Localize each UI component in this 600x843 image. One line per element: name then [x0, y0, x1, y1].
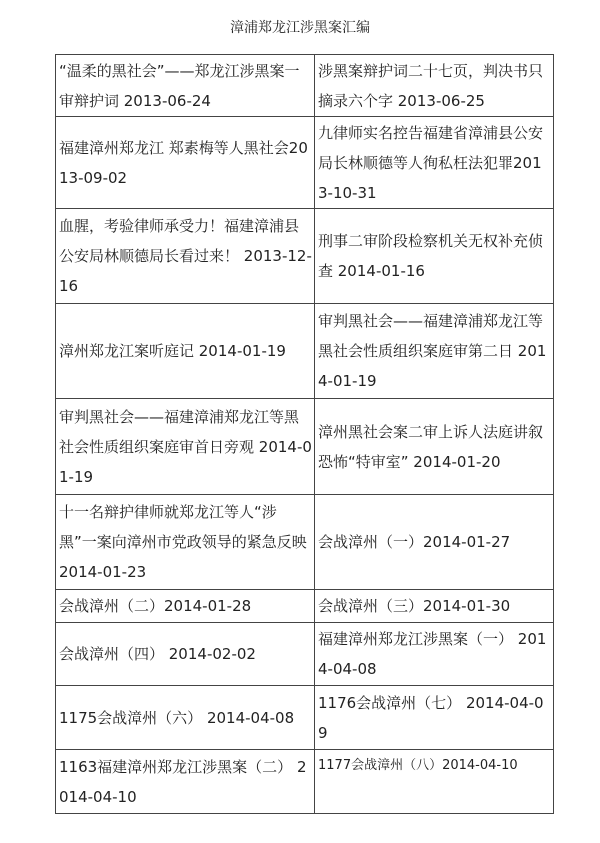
article-cell[interactable]: [315, 304, 554, 399]
article-cell[interactable]: [315, 750, 554, 814]
article-link[interactable]: 会战漳州（二）2014-01-28: [59, 597, 252, 615]
article-cell[interactable]: [56, 55, 315, 117]
article-link[interactable]: 1177会战漳州（八）2014-04-10: [318, 758, 518, 773]
article-cell[interactable]: [56, 117, 315, 209]
article-link[interactable]: 漳州郑龙江案听庭记 2014-01-19: [59, 342, 286, 360]
article-link[interactable]: 审判黑社会——福建漳浦郑龙江等黑社会性质组织案庭审首日旁观 2014-01-19: [59, 407, 312, 486]
article-cell[interactable]: [315, 399, 554, 495]
article-index-table: [55, 54, 554, 814]
article-link[interactable]: 刑事二审阶段检察机关无权补充侦查 2014-01-16: [318, 232, 544, 280]
article-cell[interactable]: [56, 209, 315, 304]
article-link[interactable]: 漳州黑社会案二审上诉人法庭讲叙恐怖“特审室” 2014-01-20: [318, 422, 544, 471]
article-cell[interactable]: [315, 117, 554, 209]
page-title: 漳浦郑龙江涉黑案汇编: [230, 20, 370, 36]
article-link[interactable]: 涉黑案辩护词二十七页，判决书只摘录六个字 2013-06-25: [318, 61, 544, 110]
article-link[interactable]: 审判黑社会——福建漳浦郑龙江等黑社会性质组织案庭审第二日 2014-01-19: [318, 312, 547, 390]
article-link[interactable]: 会战漳州（三）2014-01-30: [318, 597, 511, 615]
article-link[interactable]: 十一名辩护律师就郑龙江等人“涉黑”一案向漳州市党政领导的紧急反映2014-01-23: [59, 503, 307, 581]
article-link[interactable]: 1176会战漳州（七） 2014-04-09: [318, 693, 544, 742]
article-cell[interactable]: [315, 590, 554, 623]
table-row: [56, 209, 554, 304]
article-link[interactable]: 1175会战漳州（六） 2014-04-08: [59, 708, 295, 727]
table-row: [56, 304, 554, 399]
article-cell[interactable]: [315, 209, 554, 304]
article-link[interactable]: 1163福建漳州郑龙江涉黑案（二） 2014-04-10: [59, 757, 307, 806]
article-link[interactable]: 福建漳州郑龙江涉黑案（一） 2014-04-08: [318, 630, 547, 678]
table-row: [56, 495, 554, 590]
article-cell[interactable]: [315, 623, 554, 686]
article-cell[interactable]: [315, 686, 554, 750]
table-row: [56, 117, 554, 209]
table-row: [56, 623, 554, 686]
article-cell[interactable]: [56, 686, 315, 750]
table-row: [56, 399, 554, 495]
article-link[interactable]: 会战漳州（一）2014-01-27: [318, 533, 511, 551]
table-row: [56, 686, 554, 750]
article-cell[interactable]: [56, 623, 315, 686]
article-link[interactable]: 九律师实名控告福建省漳浦县公安局长林顺德等人徇私枉法犯罪2013-10-31: [318, 123, 544, 202]
table-row: [56, 55, 554, 117]
article-cell[interactable]: [315, 495, 554, 590]
article-cell[interactable]: [56, 750, 315, 814]
article-link[interactable]: 血腥，考验律师承受力！福建漳浦县公安局林顺德局长看过来！ 2013-12-16: [59, 217, 312, 295]
article-cell[interactable]: [56, 399, 315, 495]
table-row: [56, 590, 554, 623]
article-cell[interactable]: [56, 590, 315, 623]
table-row: [56, 750, 554, 814]
article-link[interactable]: 福建漳州郑龙江 郑素梅等人黑社会2013-09-02: [59, 138, 308, 187]
article-cell[interactable]: [56, 495, 315, 590]
article-link[interactable]: 会战漳州（四） 2014-02-02: [59, 645, 256, 663]
article-cell[interactable]: [315, 55, 554, 117]
article-cell[interactable]: [56, 304, 315, 399]
article-link[interactable]: “温柔的黑社会”——郑龙江涉黑案一审辩护词 2013-06-24: [59, 61, 300, 110]
